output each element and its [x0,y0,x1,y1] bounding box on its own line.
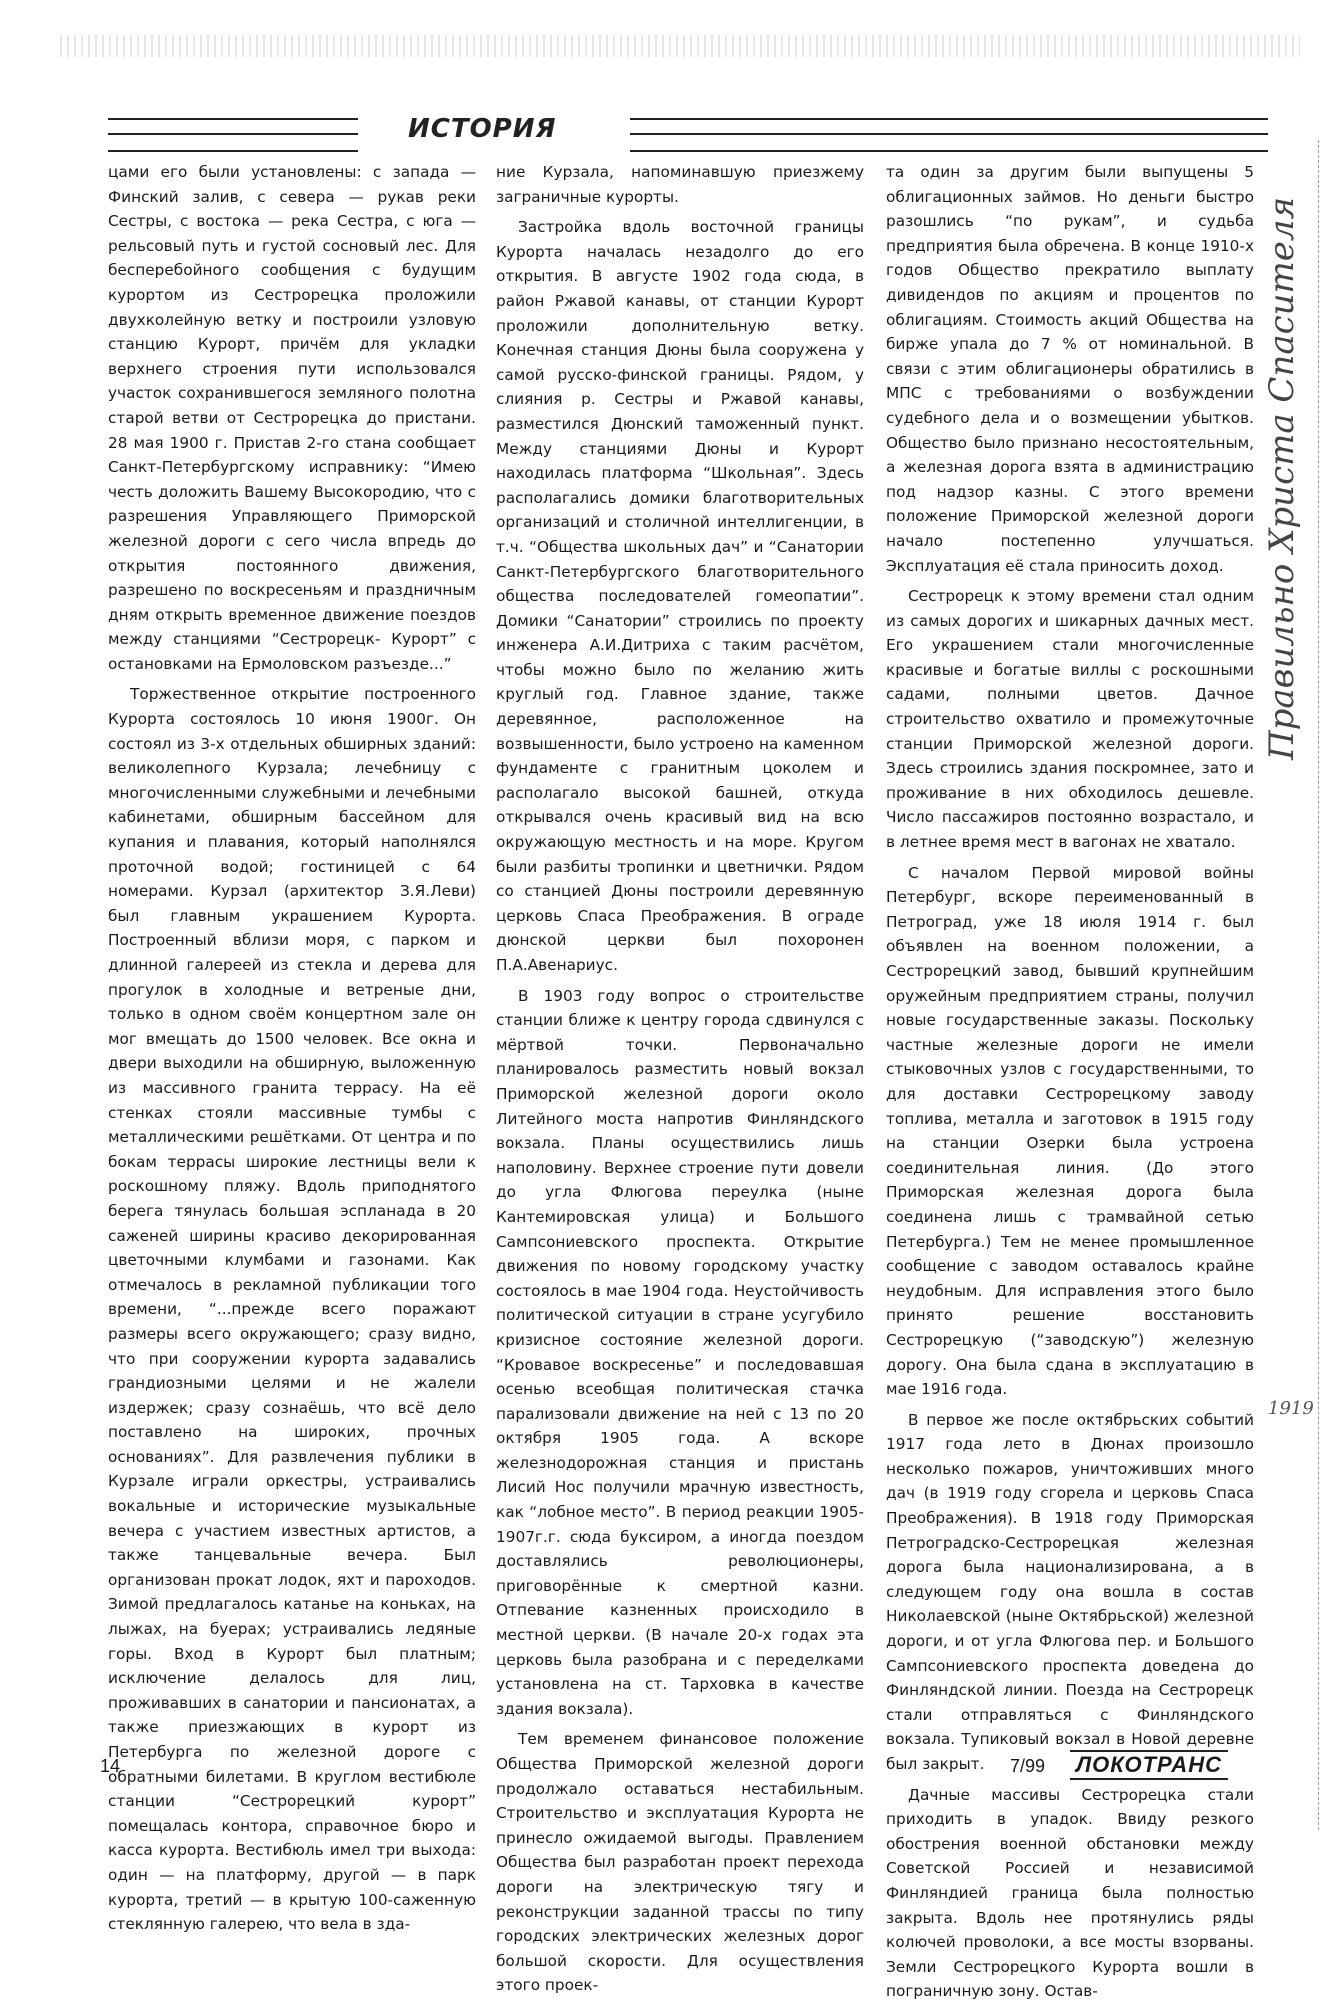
paragraph: В первое же после октябрьских событий 1917 года лето в Дюнах произошло несколько пожаров, уничтоживших много дач (в 1919 году сгорела и церковь Спаса Преображения). В 1918 году Приморская Петроградско-Сестрорецкая железная дорога была национализирована, а в следующем году она вошла в состав Николаевской (ныне Октябрьской) железной дороги, и от угла Флюгова пер. и Большого Сампсониевского проспекта доведена до Финляндской линии. Поезда на Сестрорецк стали отправляться с Финляндского вокзала. Тупиковый вокзал в Новой деревне был закрыт. [886,1410,1254,1773]
header-rule-left [108,118,358,152]
page-edge [1318,140,1319,1830]
scan-noise [60,35,1300,57]
column-3 [886,160,1254,2010]
handwritten-year-note: 1919 [1268,1398,1314,1419]
paragraph: Торжественное открытие построенного Курорта состоялось 10 июня 1900г. Он состоял из 3-х отдельных обширных зданий: великолепного Курзала; лечебницу с многочисленными служебными и лечебными кабинетами, обширным бассейном для купания и плавания, который наполнялся проточной водой; гостиницей с 64 номерами. Курзал (архитектор З.Я.Леви) был главным украшением Курорта. Построенный вблизи моря, с парком и длинной галереей из стекла и дерева для прогулок в холодные и ветреные дни, только в одном своём концертном зале он мог вмещать до 1500 человек. Все окна и двери выходили на обширную, выложенную из массивного гранита террасу. На её стенках стояли массивные тумбы с металлическими решётками. От центра и по бокам террасы широкие лестницы вели к роскошному пляжу. Вдоль приподнятого берега тянулась большая эспланада в 20 саженей ширины красиво декорированная цветочными клумбами и газонами. Как отмечалось в рекламной публикации того времени, “...прежде всего поражают размеры всего окружающего; сразу видно, что при сооружении курорта задавались грандиозными целями и не жалели издержек; сразу сознаёшь, что всё дело поставлено на широких, прочных основаниях”. Для развлечения публики в Курзале играли оркестры, устраивались вокальные и исторические музыкальные вечера с участием известных артистов, а также танцевальные вечера. Был организован прокат лодок, яхт и пароходов. Зимой предлагалось катанье на коньках, на лыжах, на буерах; устраивались ледяные горы. Вход в Курорт был платным; исключение делалось для лиц, проживавших в санатории и пансионатах, а также приезжающих в курорт из Петербурга по железной дороге с обратными билетами. В круглом вестибюле станции “Сестрорецкий курорт” помещалась контора, справочное бюро и касса курорта. Вестибюль имел три выхода: один — на платформу, другой — в парк курорта, третий — в крытую 100-саженную стеклянную галерею, что вела в зда- [108,685,476,1934]
section-header [108,112,1268,162]
issue-number: 7/99 [1010,1756,1046,1776]
page-number: 14 [100,1756,121,1776]
paragraph: цами его были установлены: с запада — Финский залив, с севера — рукав реки Сестры, с востока — река Сестра, с юга — рельсовый путь и густой сосновый лес. Для бесперебойного сообщения с будущим курортом из Сестрорецка проложили двухколейную ветку и построили узловую станцию Курорт, причём для укладки верхнего строения пути использовался участок сохранившегося земляного полотна старой ветви от Сестрорецка до пристани. 28 мая 1900 г. Пристав 2-го стана сообщает Санкт-Петербургскому исправнику: “Имею честь доложить Вашему Высокородию, что с разрешения Управляющего Приморской железной дороги с сего числа впредь до открытия постоянного движения, разрешено по воскресеньям и праздничным дням открыть временное движение поездов между станциями “Сестрорецк- Курорт” с остановками на Ермоловском разъезде...” [108,163,476,673]
paragraph: Сестрорецк к этому времени стал одним из самых дорогих и шикарных дачных мест. Его украшением стали многочисленные красивые и богатые виллы с роскошными садами, полными цветов. Дачное строительство охватило и промежуточные станции Приморской железной дороги. Здесь строились здания поскромнее, зато и проживание в них обходилось дешевле. Число пассажиров постоянно возрастало, и в летнее время мест в вагонах не хватало. [886,587,1254,852]
column-2 [496,160,864,2004]
section-title: ИСТОРИЯ [408,114,557,144]
handwritten-margin-note: Правильно Христа Спасителя [1262,196,1302,760]
paragraph: С началом Первой мировой войны Петербург, вскоре переименованный в Петроград, уже 18 июля 1914 г. был объявлен на военном положении, а Сестрорецкий завод, бывший крупнейшим оружейным предприятием страны, получил новые государственные заказы. Поскольку частные железные дороги не имели стыковочных узлов с государственными, то для доставки Сестрорецкому заводу топлива, металла и заготовок в 1915 году на станции Озерки была устроена соединительная линия. (До этого Приморская железная дорога была соединена лишь с трамвайной сетью Петербурга.) Тем не менее промышленное сообщение с заводом оставалось крайне неудобным. Для исправления этого было принято решение восстановить Сестрорецкую (“заводскую”) железную дорогу. Она была сдана в эксплуатацию в мае 1916 года. [886,863,1254,1399]
header-rule-right [630,118,1268,152]
paragraph: Тем временем финансовое положение Общества Приморской железной дороги продолжало оставаться нестабильным. Строительство и эксплуатация Курорта не принесло ожидаемой выгоды. Правлением Общества был разработан проект перехода дороги на электрическую тягу и реконструкции заданной трассы по типу городских электрических железных дорог большой скорости. Для осуществления этого проек- [496,1730,864,1995]
paragraph: Застройка вдоль восточной границы Курорта началась незадолго до его открытия. В августе 1902 года сюда, в район Ржавой канавы, от станции Курорт проложили дополнительную ветку. Конечная станция Дюны была сооружена у самой русско-финской границы. Рядом, у слияния р. Сестры и Ржавой канавы, разместился Дюнский таможенный пункт. Между станциями Дюны и Курорт находилась платформа “Школьная”. Здесь располагались домики благотворительных организаций и столичной интеллигенции, в т.ч. “Общества школьных дач” и “Санатории Санкт-Петербургского благотворительного общества последователей гомеопатии”. Домики “Санатории” строились по проекту инженера А.И.Дитриха с таким расчётом, чтобы можно было по желанию жить круглый год. Главное здание, также деревянное, расположенное на возвышенности, было устроено на каменном фундаменте с гранитным цоколем и располагало высокой башней, откуда открывался очень красивый вид на всю окружающую местность и на море. Кругом были разбиты тропинки и цветнички. Рядом со станцией Дюны построили деревянную церковь Спаса Преображения. В ограде дюнской церкви был похоронен П.А.Авенариус. [496,218,864,974]
paragraph: Дачные массивы Сестрорецка стали приходить в упадок. Ввиду резкого обострения военной обстановки между Советской Россией и независимой Финляндией граница была полностью закрыта. Вдоль нее протянулись ряды колючей проволоки, а все мосты взорваны. Земли Сестрорецкого Курорта вошли в пограничную зону. Остав- [886,1785,1254,2001]
column-1 [108,160,476,1943]
magazine-logo: ЛОКОТРАНС [1070,1750,1228,1780]
paragraph: В 1903 году вопрос о строительстве станции ближе к центру города сдвинулся с мёртвой точки. Первоначально планировалось разместить новый вокзал Приморской железной дороги около Литейного моста напротив Финляндского вокзала. Планы осуществились лишь наполовину. Верхнее строение пути довели до угла Флюгова переулка (ныне Кантемировская улица) и Большого Сампсониевского проспекта. Открытие движения по новому городскому участку состоялось в мае 1904 года. Неустойчивость политической ситуации в стране усугубило кризисное состояние железной дороги. “Кровавое воскресенье” и последовавшая осенью всеобщая политическая стачка парализовали движение на ней с 13 по 20 октября 1905 года. А вскоре железнодорожная станция и пристань Лисий Нос получили мрачную известность, как “лобное место”. В период реакции 1905-1907г.г. сюда буксиром, а иногда поездом доставлялись революционеры, приговорённые к смертной казни. Отпевание казненных происходило в местной церкви. (В начале 20-х годах эта церковь была разобрана и с переделками установлена на ст. Тарховка в качестве здания вокзала). [496,986,864,1718]
paragraph: та один за другим были выпущены 5 облигационных займов. Но деньги быстро разошлись “по рукам”, и судьба предприятия была обречена. В конце 1910-х годов Общество прекратило выплату дивидендов по акциям и процентов по облигациям. Стоимость акций Общества на бирже упала до 7 % от номинальной. В связи с этим облигационеры обратились в МПС с требованиями о возбуждении судебного дела и о возмещении убытков. Общество было признано несостоятельным, а железная дорога взята в администрацию под надзор казны. С этого времени положение Приморской железной дороги начало постепенно улучшаться. Эксплуатация её стала приносить доход. [886,163,1254,575]
paragraph: ние Курзала, напоминавшую приезжему заграничные курорты. [496,163,864,206]
